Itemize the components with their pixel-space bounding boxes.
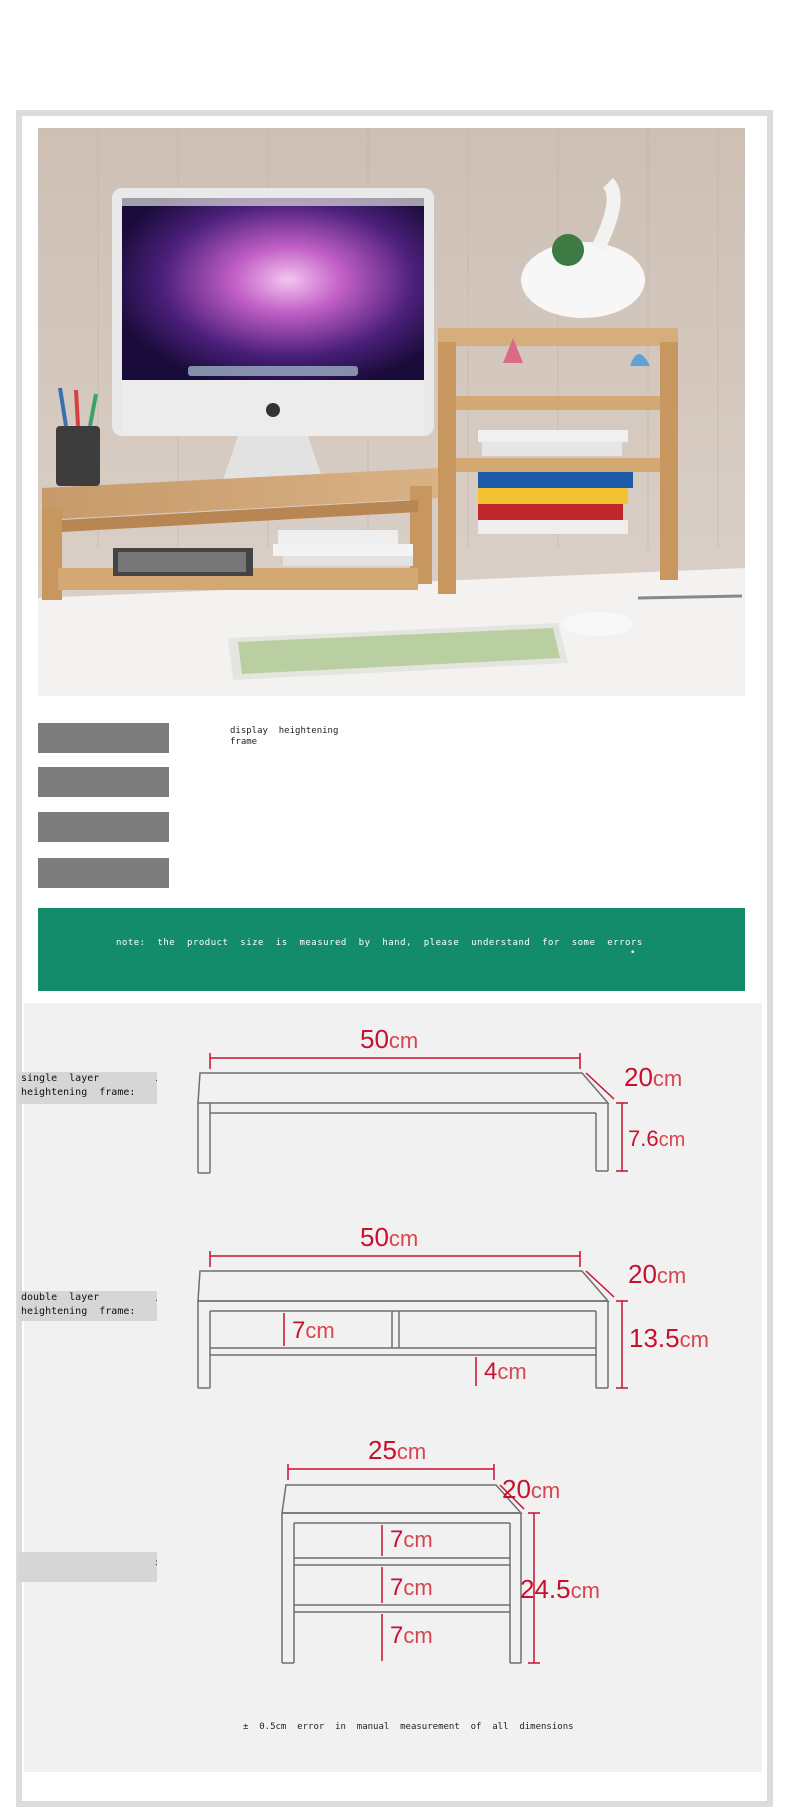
triple-width-label: 25cm	[368, 1435, 427, 1465]
triple-gap1-label: 7cm	[390, 1526, 433, 1553]
single-layer-label: single layer heightening frame:	[18, 1072, 157, 1104]
color-swatch-2[interactable]	[38, 767, 169, 797]
note-banner	[38, 908, 745, 991]
double-gap-bottom-label: 4cm	[484, 1358, 527, 1385]
single-depth-label: 20cm	[624, 1062, 683, 1092]
double-gap-top-label: 7cm	[292, 1317, 335, 1344]
triple-layer-label	[18, 1552, 157, 1582]
double-layer-mark: .	[155, 1294, 158, 1304]
triple-gap3-label: 7cm	[390, 1622, 433, 1649]
double-frame-top	[198, 1271, 608, 1301]
dimension-drawings	[24, 1003, 762, 1772]
triple-gap2-label: 7cm	[390, 1574, 433, 1601]
color-swatch-1[interactable]	[38, 723, 169, 753]
color-swatch-3[interactable]	[38, 812, 169, 842]
single-layer-mark: .	[155, 1074, 158, 1084]
triple-depth-label: 20cm	[502, 1474, 561, 1504]
product-description: display heightening frame	[230, 726, 339, 747]
double-height-label: 13.5cm	[629, 1323, 709, 1353]
measurement-footnote: ± 0.5cm error in manual measurement of all dimensions	[243, 1722, 574, 1732]
single-width-label: 50cm	[360, 1024, 419, 1054]
triple-height-label: 24.5cm	[520, 1574, 600, 1604]
double-layer-label: double layer heightening frame:	[18, 1291, 157, 1321]
double-width-label: 50cm	[360, 1222, 419, 1252]
triple-frame-top	[282, 1485, 521, 1513]
single-frame-top	[198, 1073, 608, 1103]
color-swatch-4[interactable]	[38, 858, 169, 888]
product-photo-illustration	[38, 128, 745, 696]
single-height-label: 7.6cm	[628, 1126, 686, 1151]
product-photo	[38, 128, 745, 696]
double-depth-label: 20cm	[628, 1259, 687, 1289]
dimension-diagrams	[24, 1003, 762, 1772]
triple-layer-mark: :	[155, 1558, 159, 1568]
note-dot: •	[630, 948, 636, 958]
note-text: note: the product size is measured by hand, please understand for some errors	[116, 938, 643, 948]
